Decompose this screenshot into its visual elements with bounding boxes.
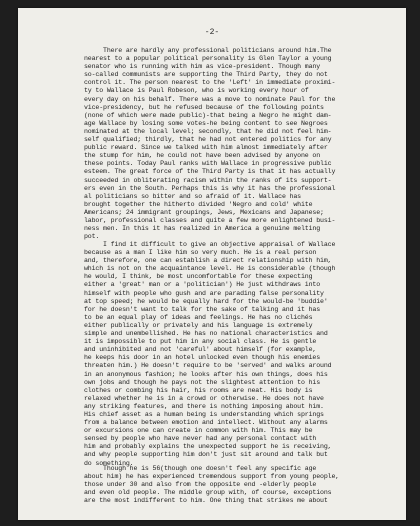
paragraph-1: There are hardly any professional politicians around him.The nearest to a popular political personality is Glen Taylor a young senator who is running with him as vice-president. Though many so-called communists are supporting the Third Party, they do not control it. The person nearest to the 'Left' in immediate proximi- ty to Wallace is Paul Robeson, who is working every hour of every day on his behalf. There was a move to nominate Paul for the vice-presidency, but he refused because of the following points (none of which were made public)-that being a Negro he might dam- age Wallace by losing some votes-he being content to see Negroes nominated at the local level; secondly, that he did not feel him- self qualified; thirdly, that he had not entered politics for any public reward. Since we talked with him almost immediately after the stump for him, he could not have been advised by anyone on these points. Today Paul ranks with Wallace in progressive public esteem. The great force of the Third Party is that it has actually succeeded in obliterating racism within the ranks of its support- ers even in the South. Perhaps this is why it has the professional al politicians so bitter and so afraid of it. Wallace has brought together the hitherto divided 'Negro and cold' white Americans; 24 immigrant groupings, Jews, Mexicans and Japanese; labor, professional classes and quite a few more enlightened busi- ness men. In this it has realized in America a genuine melting pot.: [84, 47, 336, 241]
typed-page: [18, 8, 406, 520]
paragraph-3: Though he is 56(though one doesn't feel any specific age about him) he has experienced tremendous support from young people, those under 30 and also from the opposite end -elderly people and even old people. The middle group with, of course, exceptions are the most indifferent to him. One thing that strikes me about: [84, 465, 340, 505]
paragraph-2: I find it difficult to give an objective appraisal of Wallace because as a man I like him so very much. He is a real person and, therefore, one can establish a direct relationship with him, which is not on the acquaintance level. He is considerable (though he would, I think, be most uncomfortable for these expecting either a 'great' man or a 'politician') He just withdraws into himself with people who gush and are parading false personality at top speed; he would be equally hard for the would-be 'buddie' for he doesn't want to talk for the sake of talking and it has to be an equal play of ideas and feelings. He has no clichés either publically or privately and his language is extremely simple and unembellished. He has no national characteristics and it is impossible to put him in any social class. He is gentle and uninhibited and not 'careful' about himself (for example, he keeps his door in an hotel unlocked even though his enemies threaten him.) He doesn't require to be 'served' and walks around in an anonymous fashion; he looks after his own things, does his own jobs and though he pays not the slightest attention to his clothes or combing his hair, his rooms are neat. His body is relaxed whether he is in a crowd or otherwise. He does not have any striking features, and there is nothing imposing about him. His chief asset as a human being is understanding which springs from a balance between emotion and intellect. Without any alarms or excursions one can create in common with him. This may be sensed by people who have never had any personal contact with him and probably explains the unexpected support he is receiving, and why people supporting him don't just sit around and talk but do something.: [84, 241, 336, 467]
page-number: -2-: [204, 28, 220, 37]
